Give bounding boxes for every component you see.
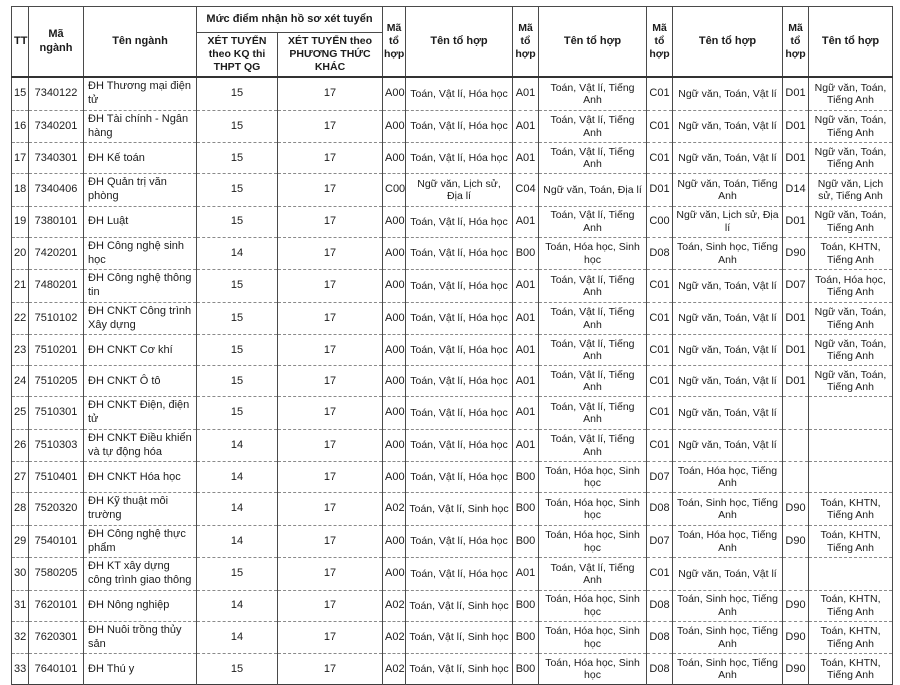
combo-code-cell-2: B00 [513,493,539,526]
combo-code-cell-3: C01 [647,77,673,110]
combo-code-cell-4: D01 [783,335,809,366]
combo-name-cell-1: Toán, Vật lí, Hóa học [406,462,513,493]
combo-code-cell-1: A02 [383,654,406,685]
score-other-cell: 17 [278,302,383,335]
combo-code-cell-3: D08 [647,237,673,270]
score-other-cell: 17 [278,654,383,685]
combo-code-cell-2: B00 [513,621,539,654]
combo-code-cell-4 [783,429,809,462]
combo-name-cell-3: Ngữ văn, Toán, Vật lí [673,558,783,591]
score-thpt-cell: 15 [197,335,278,366]
combo-code-cell-4: D90 [783,237,809,270]
score-other-cell: 17 [278,590,383,621]
score-other-cell: 17 [278,110,383,143]
combo-code-cell-3: D08 [647,621,673,654]
combo-name-cell-4: Toán, KHTN, Tiếng Anh [809,237,893,270]
combo-name-cell-4 [809,462,893,493]
combo-name-cell-4 [809,429,893,462]
major-name-cell: ĐH Kế toán [84,143,197,174]
combo-code-cell-4 [783,462,809,493]
combo-code-cell-4: D07 [783,270,809,303]
combo-name-cell-3: Toán, Sinh học, Tiếng Anh [673,654,783,685]
tt-cell: 18 [12,174,29,207]
combo-name-cell-4: Ngữ văn, Toán, Tiếng Anh [809,366,893,397]
major-name-cell: ĐH CNKT Điều khiển và tự động hóa [84,429,197,462]
combo-code-cell-3: D08 [647,654,673,685]
score-other-cell: 17 [278,237,383,270]
combo-name-cell-4: Toán, KHTN, Tiếng Anh [809,493,893,526]
combo-code-cell-1: A00 [383,206,406,237]
major-code-cell: 7340122 [29,77,84,110]
combo-code-cell-2: A01 [513,366,539,397]
tt-cell: 22 [12,302,29,335]
combo-name-cell-1: Toán, Vật lí, Sinh học [406,493,513,526]
combo-name-cell-3: Toán, Hóa học, Tiếng Anh [673,525,783,558]
combo-name-cell-4 [809,558,893,591]
combo-code-cell-3: C01 [647,335,673,366]
combo-code-cell-1: A00 [383,110,406,143]
combo-code-cell-1: A00 [383,366,406,397]
col-header-major-name: Tên ngành [84,7,197,78]
tt-cell: 33 [12,654,29,685]
major-name-cell: ĐH Thương mại điện tử [84,77,197,110]
combo-code-cell-2: A01 [513,335,539,366]
table-row [12,493,893,526]
col-header-combo-code-1: Mã tổ hợp [383,7,406,78]
combo-name-cell-3: Toán, Sinh học, Tiếng Anh [673,493,783,526]
combo-code-cell-3: C01 [647,110,673,143]
score-thpt-cell: 15 [197,270,278,303]
combo-code-cell-2: A01 [513,397,539,430]
table-row [12,366,893,397]
combo-code-cell-4: D90 [783,590,809,621]
combo-name-cell-1: Ngữ văn, Lịch sử, Địa lí [406,174,513,207]
combo-name-cell-1: Toán, Vật lí, Hóa học [406,110,513,143]
table-row [12,558,893,591]
tt-cell: 29 [12,525,29,558]
score-other-cell: 17 [278,397,383,430]
combo-name-cell-3: Ngữ văn, Toán, Tiếng Anh [673,174,783,207]
combo-name-cell-2: Toán, Vật lí, Tiếng Anh [539,206,647,237]
major-code-cell: 7510301 [29,397,84,430]
major-name-cell: ĐH Nông nghiệp [84,590,197,621]
combo-code-cell-3: C01 [647,558,673,591]
major-name-cell: ĐH Tài chính - Ngân hàng [84,110,197,143]
score-other-cell: 17 [278,335,383,366]
major-code-cell: 7510401 [29,462,84,493]
combo-name-cell-1: Toán, Vật lí, Hóa học [406,143,513,174]
score-thpt-cell: 14 [197,590,278,621]
major-code-cell: 7340201 [29,110,84,143]
combo-name-cell-2: Toán, Vật lí, Tiếng Anh [539,366,647,397]
combo-name-cell-4 [809,397,893,430]
combo-code-cell-4: D01 [783,77,809,110]
major-name-cell: ĐH Luật [84,206,197,237]
major-code-cell: 7510102 [29,302,84,335]
col-header-major-code: Mã ngành [29,7,84,78]
col-header-score-thpt: XÉT TUYỂN theo KQ thi THPT QG [197,33,278,78]
combo-name-cell-2: Toán, Vật lí, Tiếng Anh [539,270,647,303]
tt-cell: 21 [12,270,29,303]
score-thpt-cell: 15 [197,110,278,143]
col-header-score-group: Mức điểm nhận hồ sơ xét tuyển [197,7,383,33]
combo-name-cell-4: Toán, KHTN, Tiếng Anh [809,621,893,654]
combo-code-cell-1: A00 [383,558,406,591]
combo-code-cell-3: D07 [647,462,673,493]
combo-code-cell-4: D01 [783,302,809,335]
score-thpt-cell: 15 [197,174,278,207]
combo-code-cell-3: C00 [647,206,673,237]
combo-name-cell-1: Toán, Vật lí, Hóa học [406,429,513,462]
score-other-cell: 17 [278,206,383,237]
combo-name-cell-3: Toán, Sinh học, Tiếng Anh [673,590,783,621]
table-row [12,270,893,303]
combo-name-cell-3: Ngữ văn, Toán, Vật lí [673,270,783,303]
major-code-cell: 7520320 [29,493,84,526]
combo-code-cell-2: C04 [513,174,539,207]
major-name-cell: ĐH KT xây dựng công trình giao thông [84,558,197,591]
combo-name-cell-2: Toán, Vật lí, Tiếng Anh [539,143,647,174]
combo-name-cell-2: Toán, Hóa học, Sinh học [539,237,647,270]
combo-name-cell-2: Toán, Vật lí, Tiếng Anh [539,397,647,430]
combo-code-cell-4: D90 [783,525,809,558]
combo-code-cell-1: A00 [383,237,406,270]
combo-code-cell-4 [783,558,809,591]
combo-code-cell-1: A00 [383,143,406,174]
table-row [12,525,893,558]
combo-name-cell-3: Ngữ văn, Toán, Vật lí [673,143,783,174]
tt-cell: 15 [12,77,29,110]
table-row [12,335,893,366]
combo-code-cell-4: D01 [783,110,809,143]
combo-code-cell-1: A00 [383,270,406,303]
tt-cell: 28 [12,493,29,526]
score-other-cell: 17 [278,621,383,654]
table-header [12,7,893,78]
combo-name-cell-4: Toán, Hóa học, Tiếng Anh [809,270,893,303]
major-code-cell: 7380101 [29,206,84,237]
major-name-cell: ĐH CNKT Công trình Xây dựng [84,302,197,335]
combo-name-cell-3: Ngữ văn, Toán, Vật lí [673,302,783,335]
tt-cell: 32 [12,621,29,654]
combo-name-cell-3: Ngữ văn, Toán, Vật lí [673,335,783,366]
table-row [12,206,893,237]
table-row [12,397,893,430]
combo-name-cell-1: Toán, Vật lí, Hóa học [406,366,513,397]
combo-code-cell-3: D07 [647,525,673,558]
score-thpt-cell: 15 [197,143,278,174]
score-thpt-cell: 15 [197,302,278,335]
combo-name-cell-1: Toán, Vật lí, Sinh học [406,590,513,621]
col-header-combo-name-2: Tên tổ hợp [539,7,647,78]
col-header-score-other: XÉT TUYỂN theo PHƯƠNG THỨC KHÁC [278,33,383,78]
major-code-cell: 7640101 [29,654,84,685]
combo-name-cell-3: Ngữ văn, Lịch sử, Địa lí [673,206,783,237]
combo-code-cell-3: D08 [647,493,673,526]
combo-code-cell-1: A00 [383,302,406,335]
table-row [12,621,893,654]
combo-name-cell-2: Toán, Hóa học, Sinh học [539,621,647,654]
combo-code-cell-1: A02 [383,621,406,654]
major-name-cell: ĐH CNKT Ô tô [84,366,197,397]
combo-name-cell-4: Ngữ văn, Toán, Tiếng Anh [809,110,893,143]
combo-code-cell-1: C00 [383,174,406,207]
table-row [12,110,893,143]
score-thpt-cell: 14 [197,462,278,493]
combo-name-cell-4: Toán, KHTN, Tiếng Anh [809,654,893,685]
combo-code-cell-2: A01 [513,302,539,335]
combo-name-cell-1: Toán, Vật lí, Hóa học [406,237,513,270]
tt-cell: 23 [12,335,29,366]
score-thpt-cell: 15 [197,206,278,237]
score-other-cell: 17 [278,77,383,110]
combo-name-cell-3: Ngữ văn, Toán, Vật lí [673,429,783,462]
combo-code-cell-1: A02 [383,590,406,621]
combo-name-cell-1: Toán, Vật lí, Hóa học [406,558,513,591]
col-header-combo-code-4: Mã tổ hợp [783,7,809,78]
tt-cell: 17 [12,143,29,174]
combo-name-cell-2: Toán, Hóa học, Sinh học [539,654,647,685]
major-code-cell: 7480201 [29,270,84,303]
tt-cell: 27 [12,462,29,493]
admission-score-table [11,6,893,685]
combo-code-cell-4: D90 [783,621,809,654]
major-code-cell: 7620301 [29,621,84,654]
score-other-cell: 17 [278,493,383,526]
combo-name-cell-2: Toán, Hóa học, Sinh học [539,590,647,621]
major-name-cell: ĐH Kỹ thuật môi trường [84,493,197,526]
score-other-cell: 17 [278,558,383,591]
combo-code-cell-2: B00 [513,590,539,621]
combo-name-cell-2: Toán, Hóa học, Sinh học [539,493,647,526]
combo-code-cell-2: A01 [513,110,539,143]
tt-cell: 25 [12,397,29,430]
combo-name-cell-3: Toán, Sinh học, Tiếng Anh [673,237,783,270]
combo-code-cell-4: D14 [783,174,809,207]
combo-name-cell-1: Toán, Vật lí, Hóa học [406,302,513,335]
combo-name-cell-2: Ngữ văn, Toán, Địa lí [539,174,647,207]
combo-code-cell-3: C01 [647,366,673,397]
combo-code-cell-4: D01 [783,206,809,237]
combo-name-cell-1: Toán, Vật lí, Hóa học [406,206,513,237]
major-code-cell: 7420201 [29,237,84,270]
combo-code-cell-2: A01 [513,270,539,303]
major-code-cell: 7580205 [29,558,84,591]
table-row [12,237,893,270]
col-header-combo-name-3: Tên tổ hợp [673,7,783,78]
combo-name-cell-2: Toán, Vật lí, Tiếng Anh [539,302,647,335]
score-other-cell: 17 [278,429,383,462]
combo-code-cell-2: B00 [513,525,539,558]
combo-code-cell-3: D08 [647,590,673,621]
combo-code-cell-3: C01 [647,270,673,303]
combo-name-cell-4: Ngữ văn, Toán, Tiếng Anh [809,206,893,237]
combo-code-cell-2: A01 [513,143,539,174]
score-other-cell: 17 [278,462,383,493]
major-code-cell: 7510201 [29,335,84,366]
combo-name-cell-1: Toán, Vật lí, Hóa học [406,270,513,303]
combo-name-cell-2: Toán, Vật lí, Tiếng Anh [539,335,647,366]
major-code-cell: 7340406 [29,174,84,207]
combo-name-cell-2: Toán, Vật lí, Tiếng Anh [539,429,647,462]
combo-code-cell-2: A01 [513,206,539,237]
col-header-combo-name-4: Tên tổ hợp [809,7,893,78]
combo-code-cell-2: B00 [513,462,539,493]
combo-name-cell-1: Toán, Vật lí, Hóa học [406,77,513,110]
score-thpt-cell: 15 [197,654,278,685]
combo-code-cell-3: C01 [647,302,673,335]
table-row [12,143,893,174]
score-thpt-cell: 14 [197,237,278,270]
combo-name-cell-2: Toán, Vật lí, Tiếng Anh [539,77,647,110]
combo-code-cell-1: A00 [383,525,406,558]
combo-code-cell-4: D01 [783,366,809,397]
col-header-combo-code-2: Mã tổ hợp [513,7,539,78]
table-row [12,429,893,462]
combo-code-cell-4 [783,397,809,430]
table-row [12,654,893,685]
combo-code-cell-1: A02 [383,493,406,526]
document-page [0,6,900,682]
combo-code-cell-3: C01 [647,143,673,174]
combo-code-cell-3: C01 [647,429,673,462]
combo-name-cell-4: Ngữ văn, Toán, Tiếng Anh [809,335,893,366]
score-thpt-cell: 14 [197,493,278,526]
tt-cell: 20 [12,237,29,270]
combo-name-cell-1: Toán, Vật lí, Sinh học [406,654,513,685]
combo-name-cell-1: Toán, Vật lí, Hóa học [406,525,513,558]
combo-name-cell-2: Toán, Vật lí, Tiếng Anh [539,110,647,143]
major-name-cell: ĐH CNKT Điện, điện tử [84,397,197,430]
combo-name-cell-3: Ngữ văn, Toán, Vật lí [673,366,783,397]
major-name-cell: ĐH CNKT Cơ khí [84,335,197,366]
score-thpt-cell: 14 [197,621,278,654]
score-thpt-cell: 14 [197,525,278,558]
major-name-cell: ĐH CNKT Hóa học [84,462,197,493]
combo-code-cell-4: D90 [783,493,809,526]
table-row [12,77,893,110]
combo-name-cell-1: Toán, Vật lí, Sinh học [406,621,513,654]
score-thpt-cell: 15 [197,397,278,430]
major-code-cell: 7510205 [29,366,84,397]
combo-name-cell-1: Toán, Vật lí, Hóa học [406,397,513,430]
tt-cell: 19 [12,206,29,237]
score-other-cell: 17 [278,174,383,207]
major-name-cell: ĐH Công nghệ thực phẩm [84,525,197,558]
table-row [12,590,893,621]
major-code-cell: 7620101 [29,590,84,621]
major-name-cell: ĐH Công nghệ sinh học [84,237,197,270]
table-row [12,462,893,493]
score-other-cell: 17 [278,270,383,303]
tt-cell: 26 [12,429,29,462]
major-name-cell: ĐH Nuôi trồng thủy sản [84,621,197,654]
combo-name-cell-3: Toán, Hóa học, Tiếng Anh [673,462,783,493]
combo-code-cell-1: A00 [383,397,406,430]
combo-code-cell-3: C01 [647,397,673,430]
tt-cell: 31 [12,590,29,621]
score-thpt-cell: 15 [197,558,278,591]
score-other-cell: 17 [278,525,383,558]
combo-name-cell-2: Toán, Vật lí, Tiếng Anh [539,558,647,591]
combo-name-cell-4: Ngữ văn, Toán, Tiếng Anh [809,77,893,110]
combo-name-cell-1: Toán, Vật lí, Hóa học [406,335,513,366]
combo-code-cell-2: B00 [513,654,539,685]
combo-code-cell-2: A01 [513,429,539,462]
tt-cell: 16 [12,110,29,143]
combo-name-cell-4: Ngữ văn, Toán, Tiếng Anh [809,143,893,174]
combo-name-cell-4: Ngữ văn, Toán, Tiếng Anh [809,302,893,335]
combo-code-cell-4: D01 [783,143,809,174]
combo-name-cell-3: Ngữ văn, Toán, Vật lí [673,110,783,143]
score-other-cell: 17 [278,143,383,174]
combo-name-cell-3: Ngữ văn, Toán, Vật lí [673,77,783,110]
major-name-cell: ĐH Thú y [84,654,197,685]
combo-code-cell-1: A00 [383,462,406,493]
score-thpt-cell: 15 [197,77,278,110]
table-body [12,77,893,685]
table-row [12,174,893,207]
combo-code-cell-3: D01 [647,174,673,207]
combo-name-cell-4: Toán, KHTN, Tiếng Anh [809,590,893,621]
score-thpt-cell: 14 [197,429,278,462]
combo-name-cell-3: Toán, Sinh học, Tiếng Anh [673,621,783,654]
combo-name-cell-2: Toán, Hóa học, Sinh học [539,525,647,558]
major-name-cell: ĐH Công nghệ thông tin [84,270,197,303]
score-thpt-cell: 15 [197,366,278,397]
table-row [12,302,893,335]
tt-cell: 30 [12,558,29,591]
combo-code-cell-1: A00 [383,335,406,366]
combo-code-cell-2: A01 [513,77,539,110]
major-code-cell: 7340301 [29,143,84,174]
major-code-cell: 7540101 [29,525,84,558]
combo-code-cell-1: A00 [383,77,406,110]
combo-name-cell-2: Toán, Hóa học, Sinh học [539,462,647,493]
col-header-combo-code-3: Mã tổ hợp [647,7,673,78]
combo-name-cell-4: Toán, KHTN, Tiếng Anh [809,525,893,558]
combo-code-cell-4: D90 [783,654,809,685]
combo-code-cell-1: A00 [383,429,406,462]
combo-name-cell-3: Ngữ văn, Toán, Vật lí [673,397,783,430]
col-header-tt: TT [12,7,29,78]
tt-cell: 24 [12,366,29,397]
major-name-cell: ĐH Quản trị văn phòng [84,174,197,207]
combo-code-cell-2: B00 [513,237,539,270]
col-header-combo-name-1: Tên tổ hợp [406,7,513,78]
combo-code-cell-2: A01 [513,558,539,591]
score-other-cell: 17 [278,366,383,397]
major-code-cell: 7510303 [29,429,84,462]
combo-name-cell-4: Ngữ văn, Lịch sử, Tiếng Anh [809,174,893,207]
